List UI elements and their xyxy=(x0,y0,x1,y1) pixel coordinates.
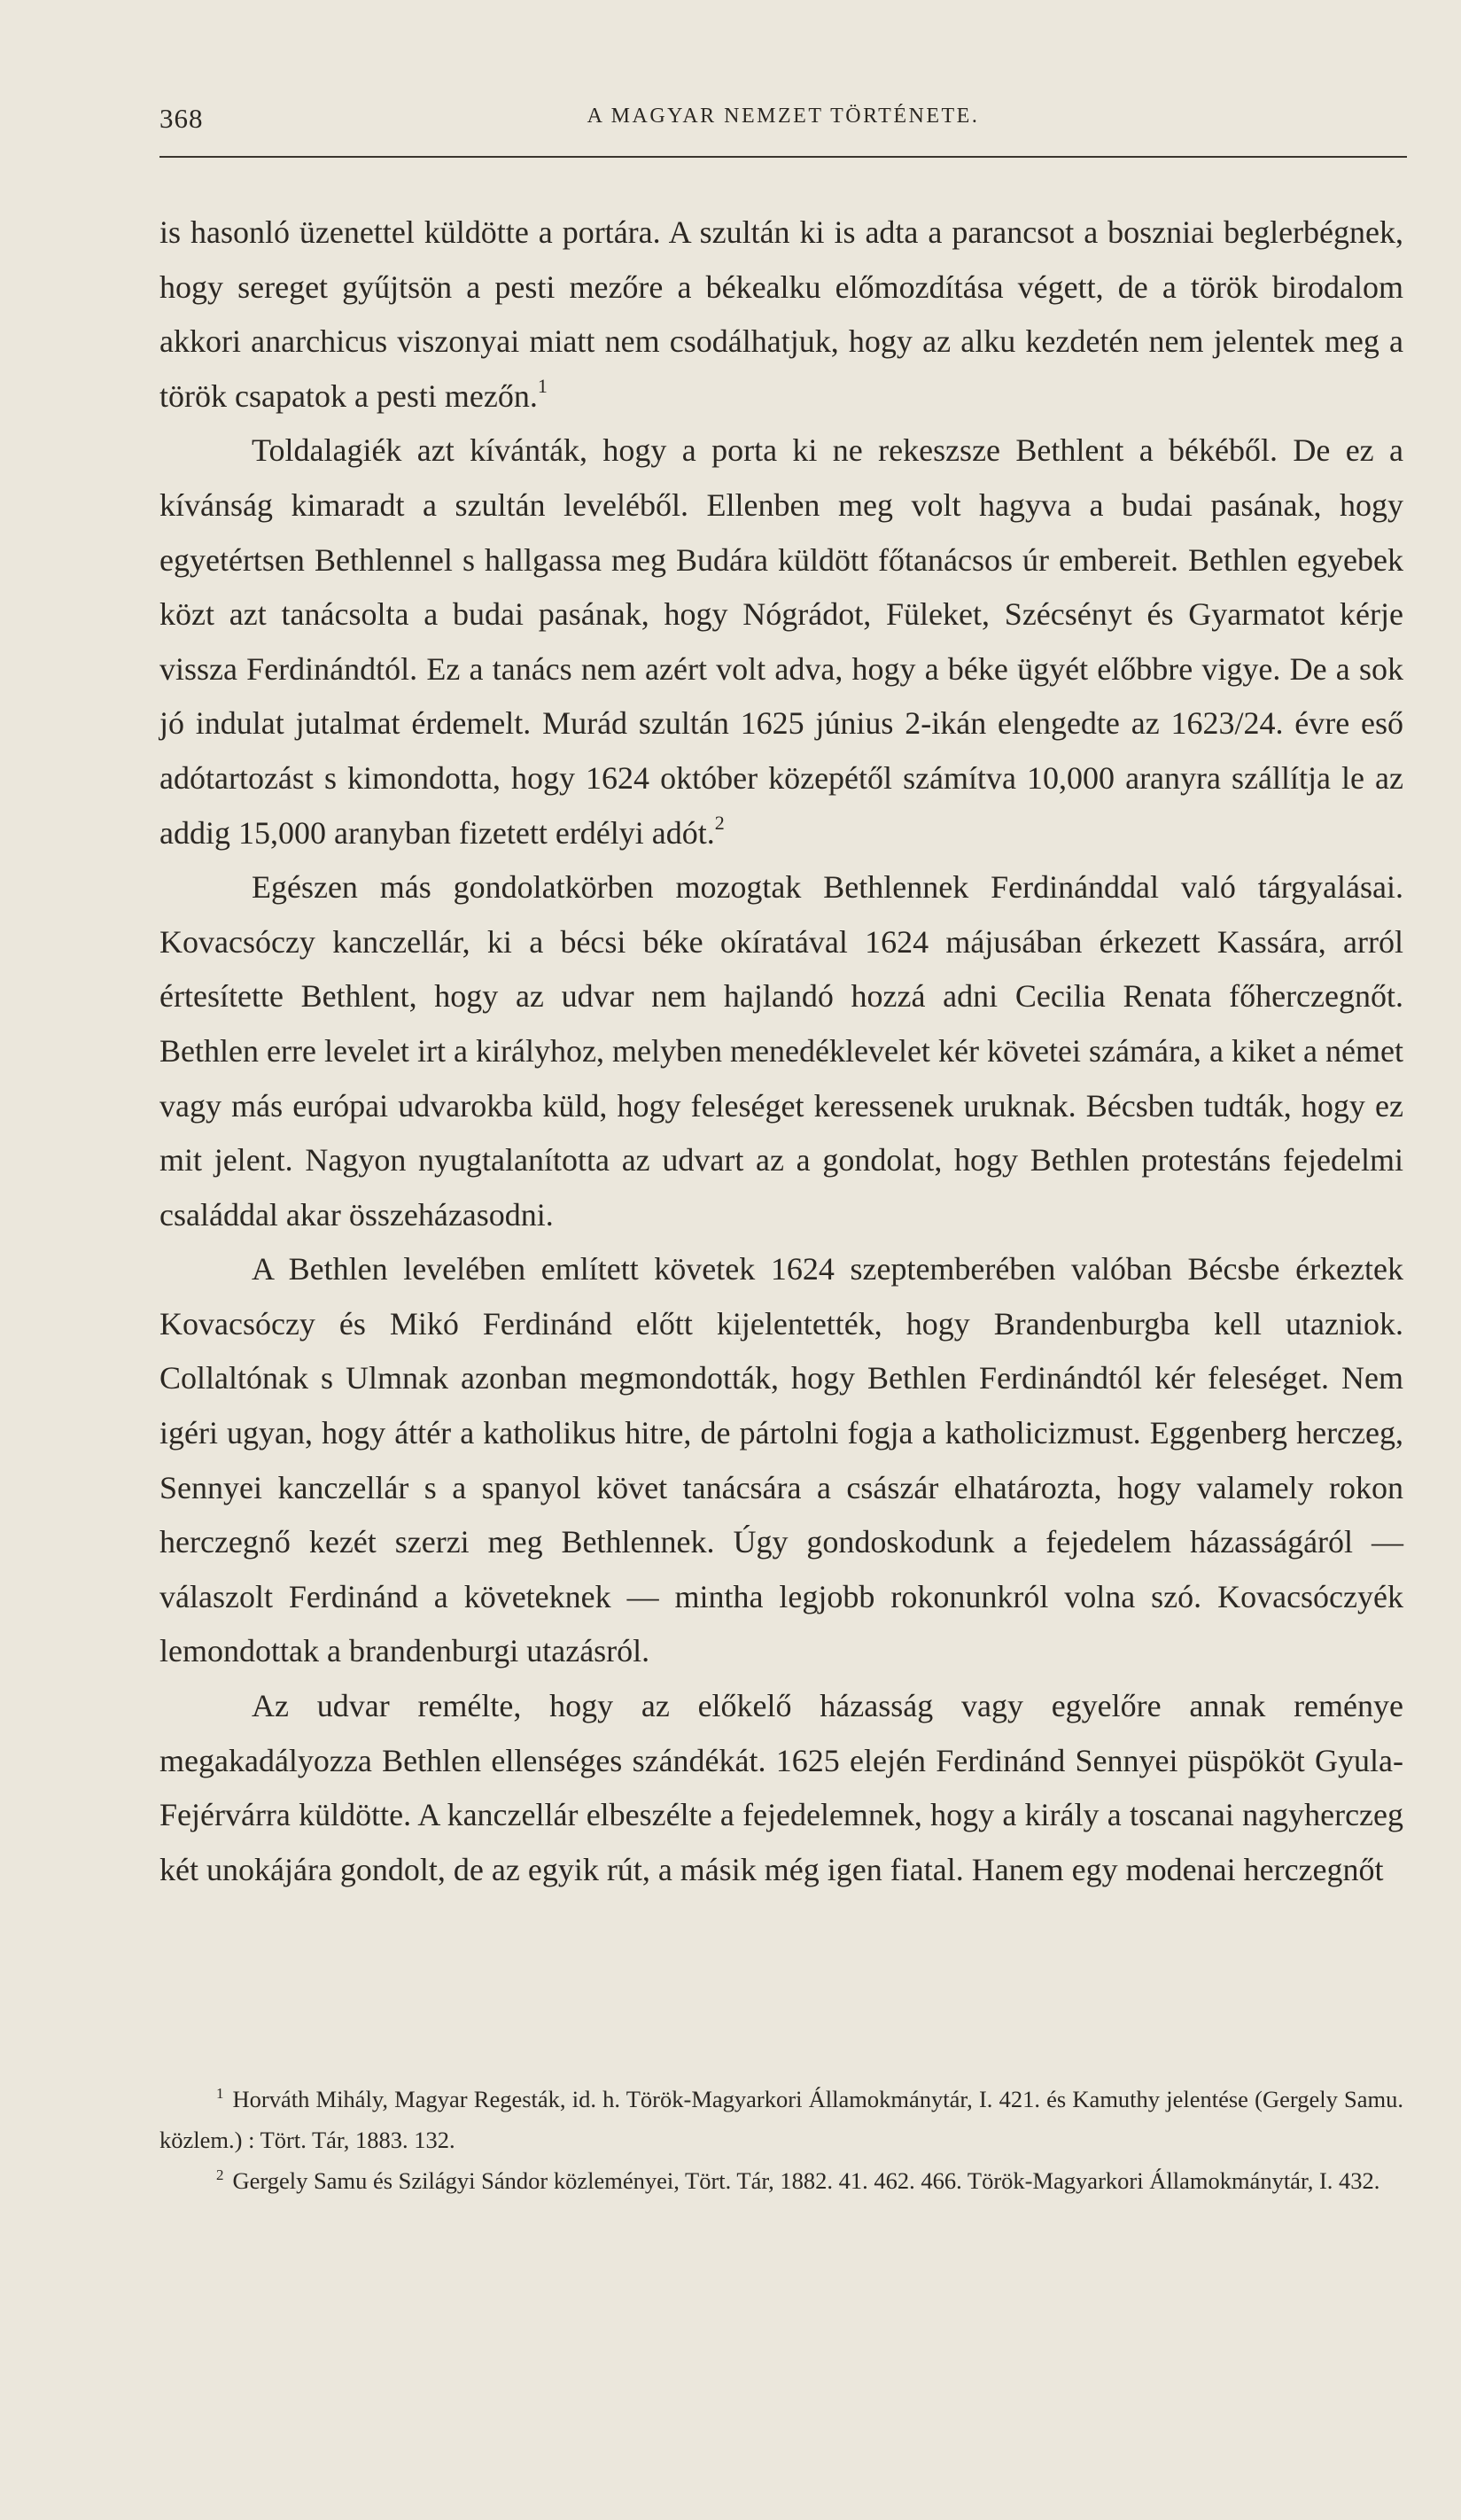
paragraph-text: Toldalagiék azt kívánták, hogy a porta ki ne rekeszsze Bethlent a békéből. De ez a kívánság kimaradt a szultán leveléből. Ellenben meg volt hagyva a budai pasának, hogy egyetértsen Bethlennel s hallgassa meg Budára küldött főtanácsos úr embereit. Bethlen egyebek közt azt tanácsolta a budai pasának, hogy Nógrádot, Füleket, Szécsényt és Gyarmatot kérje vissza Ferdinándtól. Ez a tanács nem azért volt adva, hogy a béke ügyét előbbre vigye. De a sok jó indulat jutalmat érdemelt. Murád szultán 1625 június 2-ikán elengedte az 1623/24. évre eső adótartozást s kimondotta, hogy 1624 október közepétől számítva 10,000 aranyra szállítja le az addig 15,000 aranyban fizetett erdélyi adót. xyxy=(159,432,1403,851)
running-head: A MAGYAR NEMZET TÖRTÉNETE. xyxy=(587,105,980,128)
paragraph-text: A Bethlen levelében említett követek 1624 szeptemberében valóban Bécsbe érkeztek Kovacsóczy és Mikó Ferdinánd előtt kijelentették, hogy Brandenburgba kell utazniok. Collaltónak s Ulmnak azonban megmondották, hogy Bethlen Ferdinándtól kér feleséget. Nem igéri ugyan, hogy áttér a katholikus hitre, de pártolni fogja a katholicizmust. Eggenberg herczeg, Sennyei kanczellár s a spanyol követ tanácsára a császár elhatározta, hogy valamely rokon herczegnő kezét szerzi meg Bethlennek. Úgy gondoskodunk a fejedelem házasságáról — válaszolt Ferdinánd a követeknek — mintha legjobb rokonunkról volna szó. Kovacsóczyék lemondottak a brandenburgi utazásról. xyxy=(159,1251,1403,1669)
footnote xyxy=(159,2160,1403,2201)
footnote xyxy=(159,2079,1403,2160)
footnote-reference: 2 xyxy=(714,811,725,834)
footnote-mark: 2 xyxy=(216,2166,224,2183)
footnote-reference: 1 xyxy=(537,374,548,397)
page-number: 368 xyxy=(159,103,204,134)
paragraph-text: Az udvar remélte, hogy az előkelő házasság vagy egyelőre annak reménye megakadályozza Bethlen ellenséges szándékát. 1625 elején Ferdinánd Sennyei püspököt Gyula-Fejérvárra küldötte. A kanczellár elbeszélte a fejedelemnek, hogy a király a toscanai nagyherczeg két unokájára gondolt, de az egyik rút, a másik még igen fiatal. Hanem egy modenai herczegnőt xyxy=(159,1688,1403,1887)
paragraph-text: Egészen más gondolatkörben mozogtak Bethlennek Ferdinánddal való tárgyalásai. Kovacsóczy kanczellár, ki a bécsi béke okíratával 1624 májusában érkezett Kassára, arról értesítette Bethlent, hogy az udvar nem hajlandó hozzá adni Cecilia Renata főherczegnőt. Bethlen erre levelet irt a királyhoz, melyben menedéklevelet kér követei számára, a kiket a német vagy más európai udvarokba küld, hogy feleséget keressenek uruknak. Bécsben tudták, hogy ez mit jelent. Nagyon nyugtalanította az udvart az a gondolat, hogy Bethlen protestáns fejedelmi családdal akar összeházasodni. xyxy=(159,869,1403,1233)
footnote-text: Gergely Samu és Szilágyi Sándor közleményei, Tört. Tár, 1882. 41. 462. 466. Török-Magyarkori Államokmánytár, I. 432. xyxy=(232,2167,1380,2194)
page-header xyxy=(159,103,1407,158)
footnote-text: Horváth Mihály, Magyar Regesták, id. h. Török-Magyarkori Államokmánytár, I. 421. és Kamuthy jelentése (Gergely Samu. közlem.) : Tört. Tár, 1883. 132. xyxy=(159,2086,1403,2153)
paragraph-text: is hasonló üzenettel küldötte a portára. A szultán ki is adta a parancsot a bosznіai beglerbégnek, hogy sereget gyűjtsön a pesti mezőre a békealku előmozdítása végett, de a török birodalom akkori anarchicus viszonyai miatt nem csodálhatjuk, hogy az alku kezdetén nem jelentek meg a török csapatok a pesti mezőn. xyxy=(159,214,1403,414)
footnotes xyxy=(159,2079,1403,2201)
main-text xyxy=(159,206,1403,1897)
paragraph xyxy=(159,1242,1403,1679)
paragraph xyxy=(159,860,1403,1242)
footnote-mark: 1 xyxy=(216,2085,224,2102)
paragraph xyxy=(159,206,1403,424)
paragraph xyxy=(159,1679,1403,1897)
paragraph xyxy=(159,424,1403,860)
